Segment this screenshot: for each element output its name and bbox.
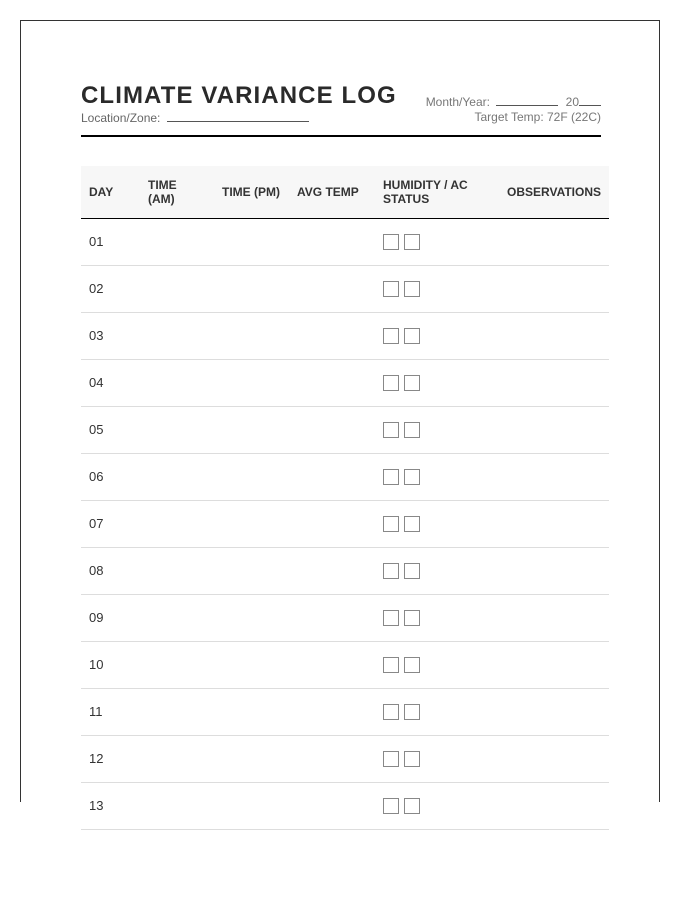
day-cell: 12 [89, 751, 104, 766]
avg-temp-cell[interactable] [297, 735, 383, 782]
table-row [81, 265, 609, 312]
month-blank[interactable] [496, 94, 558, 106]
humidity-checkbox[interactable] [383, 422, 399, 438]
ac-status-checkbox[interactable] [404, 657, 420, 673]
time-pm-cell[interactable] [222, 641, 297, 688]
time-am-cell[interactable] [148, 782, 222, 829]
header-meta [426, 94, 601, 125]
table-row [81, 406, 609, 453]
target-temp: Target Temp: 72F (22C) [474, 110, 601, 124]
table-header-row [81, 166, 609, 218]
time-am-cell[interactable] [148, 218, 222, 265]
avg-temp-cell[interactable] [297, 500, 383, 547]
table-body [81, 218, 609, 829]
humidity-checkbox[interactable] [383, 610, 399, 626]
observations-cell[interactable] [507, 453, 609, 500]
humidity-ac-cell [383, 782, 507, 829]
observations-cell[interactable] [507, 406, 609, 453]
observations-cell[interactable] [507, 688, 609, 735]
time-am-cell[interactable] [148, 265, 222, 312]
ac-status-checkbox[interactable] [404, 751, 420, 767]
log-header [81, 81, 601, 137]
ac-status-checkbox[interactable] [404, 375, 420, 391]
humidity-ac-cell [383, 453, 507, 500]
day-cell: 09 [89, 610, 104, 625]
time-pm-cell[interactable] [222, 782, 297, 829]
ac-status-checkbox[interactable] [404, 704, 420, 720]
time-pm-cell[interactable] [222, 406, 297, 453]
humidity-checkbox[interactable] [383, 234, 399, 250]
humidity-checkbox[interactable] [383, 281, 399, 297]
location-zone-label: Location/Zone: [81, 111, 161, 125]
col-avg-temp: AVG TEMP [297, 166, 383, 218]
time-am-cell[interactable] [148, 547, 222, 594]
table-row [81, 641, 609, 688]
humidity-checkbox[interactable] [383, 751, 399, 767]
time-pm-cell[interactable] [222, 453, 297, 500]
avg-temp-cell[interactable] [297, 265, 383, 312]
table-row [81, 453, 609, 500]
avg-temp-cell[interactable] [297, 359, 383, 406]
observations-cell[interactable] [507, 312, 609, 359]
day-cell: 02 [89, 281, 104, 296]
time-pm-cell[interactable] [222, 359, 297, 406]
avg-temp-cell[interactable] [297, 218, 383, 265]
humidity-checkbox[interactable] [383, 469, 399, 485]
humidity-checkbox[interactable] [383, 563, 399, 579]
humidity-ac-cell [383, 359, 507, 406]
avg-temp-cell[interactable] [297, 782, 383, 829]
year-blank[interactable] [579, 94, 601, 106]
observations-cell[interactable] [507, 735, 609, 782]
table-row [81, 688, 609, 735]
observations-cell[interactable] [507, 782, 609, 829]
log-page [20, 20, 660, 813]
day-cell: 01 [89, 234, 104, 249]
day-cell: 11 [89, 704, 103, 719]
humidity-checkbox[interactable] [383, 375, 399, 391]
observations-cell[interactable] [507, 641, 609, 688]
time-pm-cell[interactable] [222, 735, 297, 782]
ac-status-checkbox[interactable] [404, 516, 420, 532]
day-cell: 08 [89, 563, 104, 578]
time-am-cell[interactable] [148, 594, 222, 641]
time-pm-cell[interactable] [222, 500, 297, 547]
humidity-ac-cell [383, 641, 507, 688]
humidity-ac-cell [383, 218, 507, 265]
humidity-checkbox[interactable] [383, 657, 399, 673]
observations-cell[interactable] [507, 547, 609, 594]
time-pm-cell[interactable] [222, 547, 297, 594]
time-am-cell[interactable] [148, 312, 222, 359]
humidity-ac-cell [383, 265, 507, 312]
observations-cell[interactable] [507, 218, 609, 265]
table-row [81, 218, 609, 265]
humidity-checkbox[interactable] [383, 798, 399, 814]
ac-status-checkbox[interactable] [404, 281, 420, 297]
avg-temp-cell[interactable] [297, 406, 383, 453]
month-year-label: Month/Year: [425, 95, 490, 109]
page-title: CLIMATE VARIANCE LOG [81, 82, 397, 109]
humidity-ac-cell [383, 735, 507, 782]
col-time-pm: TIME (PM) [222, 166, 297, 218]
day-cell: 04 [89, 375, 104, 390]
observations-cell[interactable] [507, 265, 609, 312]
observations-cell[interactable] [507, 500, 609, 547]
avg-temp-cell[interactable] [297, 312, 383, 359]
humidity-ac-cell [383, 406, 507, 453]
time-pm-cell[interactable] [222, 312, 297, 359]
ac-status-checkbox[interactable] [404, 422, 420, 438]
day-cell: 03 [89, 328, 104, 343]
humidity-checkbox[interactable] [383, 328, 399, 344]
time-am-cell[interactable] [148, 641, 222, 688]
table-row [81, 312, 609, 359]
table-row [81, 547, 609, 594]
humidity-ac-cell [383, 312, 507, 359]
table-row [81, 359, 609, 406]
day-cell: 05 [89, 422, 104, 437]
location-zone-field[interactable] [81, 110, 309, 125]
ac-status-checkbox[interactable] [404, 234, 420, 250]
avg-temp-cell[interactable] [297, 594, 383, 641]
day-cell: 13 [89, 798, 104, 813]
col-observations: OBSERVATIONS [507, 166, 609, 218]
time-am-cell[interactable] [148, 688, 222, 735]
observations-cell[interactable] [507, 359, 609, 406]
log-table [81, 166, 609, 830]
ac-status-checkbox[interactable] [404, 328, 420, 344]
year-prefix: 20 [565, 95, 579, 109]
time-am-cell[interactable] [148, 500, 222, 547]
time-pm-cell[interactable] [222, 218, 297, 265]
col-day: DAY [81, 166, 148, 218]
humidity-checkbox[interactable] [383, 704, 399, 720]
time-pm-cell[interactable] [222, 594, 297, 641]
ac-status-checkbox[interactable] [404, 798, 420, 814]
day-cell: 10 [89, 657, 104, 672]
table-row [81, 735, 609, 782]
ac-status-checkbox[interactable] [404, 610, 420, 626]
time-am-cell[interactable] [148, 359, 222, 406]
month-year-field[interactable] [426, 94, 601, 110]
ac-status-checkbox[interactable] [404, 469, 420, 485]
humidity-ac-cell [383, 547, 507, 594]
col-time-am: TIME (AM) [148, 166, 222, 218]
humidity-ac-cell [383, 594, 507, 641]
time-pm-cell[interactable] [222, 688, 297, 735]
table-row [81, 782, 609, 829]
time-am-cell[interactable] [148, 406, 222, 453]
day-cell: 07 [89, 516, 104, 531]
humidity-ac-cell [383, 688, 507, 735]
time-am-cell[interactable] [148, 453, 222, 500]
ac-status-checkbox[interactable] [404, 563, 420, 579]
time-am-cell[interactable] [148, 735, 222, 782]
table-row [81, 500, 609, 547]
table-row [81, 594, 609, 641]
avg-temp-cell[interactable] [297, 688, 383, 735]
day-cell: 06 [89, 469, 104, 484]
observations-cell[interactable] [507, 594, 609, 641]
humidity-ac-cell [383, 500, 507, 547]
avg-temp-cell[interactable] [297, 641, 383, 688]
avg-temp-cell[interactable] [297, 453, 383, 500]
location-zone-blank[interactable] [167, 110, 309, 122]
time-pm-cell[interactable] [222, 265, 297, 312]
avg-temp-cell[interactable] [297, 547, 383, 594]
humidity-checkbox[interactable] [383, 516, 399, 532]
col-humidity-ac: HUMIDITY / AC STATUS [383, 166, 507, 218]
